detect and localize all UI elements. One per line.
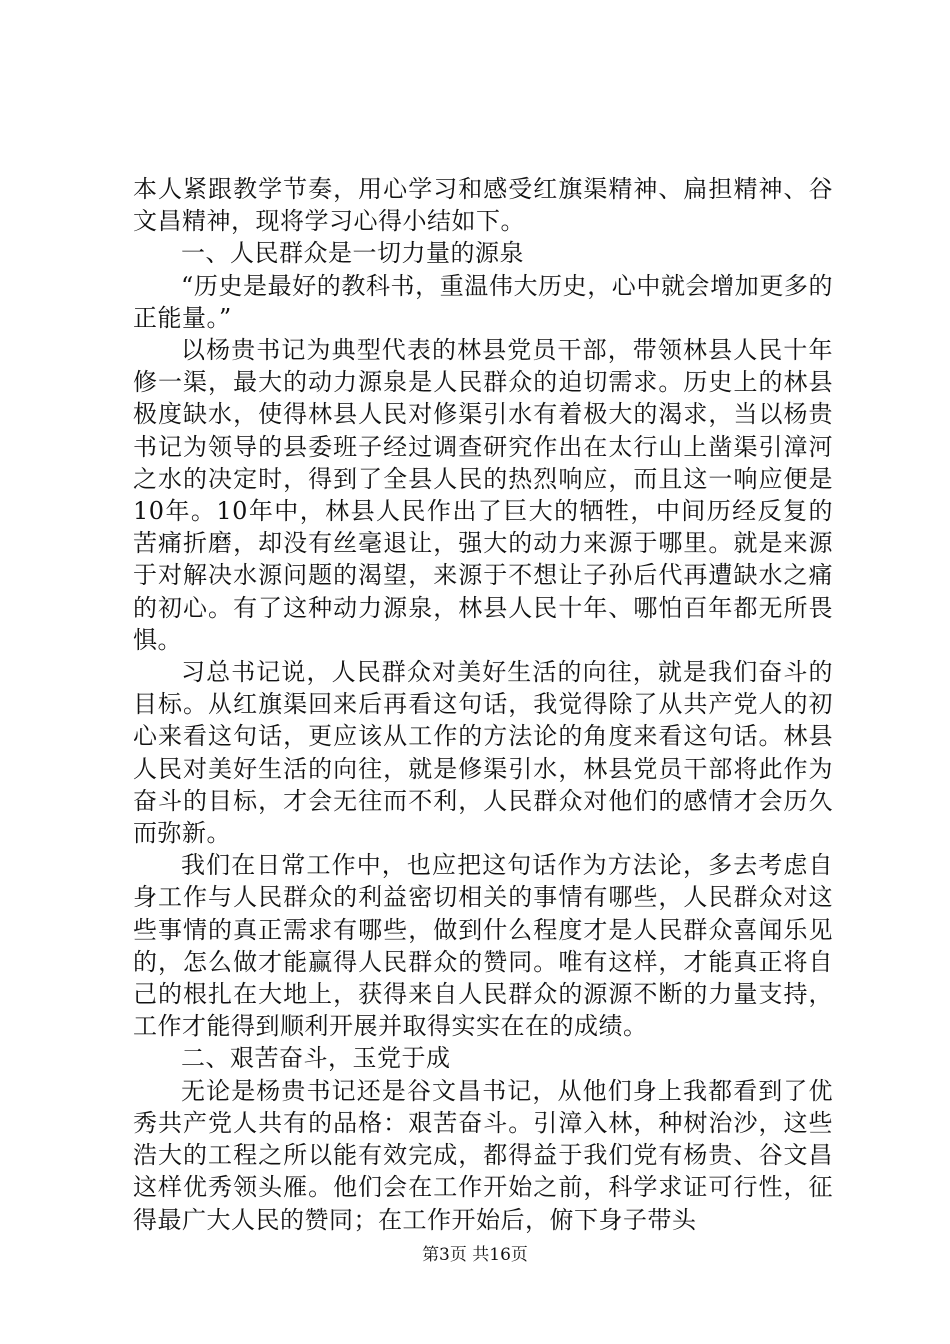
paragraph-intro: 本人紧跟教学节奏，用心学习和感受红旗渠精神、扁担精神、谷文昌精神，现将学习心得小结如下。 xyxy=(133,175,833,236)
paragraph-body: 习总书记说，人民群众对美好生活的向往，就是我们奋斗的目标。从红旗渠回来后再看这句话，我觉得除了从共产党人的初心来看这句话，更应该从工作的方法论的角度来看这句话。林县人民对美好生活的向往，就是修渠引水，林县党员干部将此作为奋斗的目标，才会无往而不利，人民群众对他们的感情才会历久而弥新。 xyxy=(133,658,833,848)
section-heading-2: 二、艰苦奋斗，玉党于成 xyxy=(181,1044,451,1073)
document-body xyxy=(133,173,833,1236)
paragraph-body: 我们在日常工作中，也应把这句话作为方法论，多去考虑自身工作与人民群众的利益密切相关的事情有哪些，人民群众对这些事情的真正需求有哪些，做到什么程度才是人民群众喜闻乐见的，怎么做才能赢得人民群众的赞同。唯有这样，才能真正将自己的根扎在大地上，获得来自人民群众的源源不断的力量支持，工作才能得到顺利开展并取得实实在在的成绩。 xyxy=(133,851,833,1041)
paragraph-body: 无论是杨贵书记还是谷文昌书记，从他们身上我都看到了优秀共产党人共有的品格：艰苦奋斗。引漳入林，种树治沙，这些浩大的工程之所以能有效完成，都得益于我们党有杨贵、谷文昌这样优秀领头雁。他们会在工作开始之前，科学求证可行性，征得最广大人民的赞同；在工作开始后，俯下身子带头 xyxy=(133,1076,833,1234)
paragraph-quote: “历史是最好的教科书，重温伟大历史，心中就会增加更多的正能量。” xyxy=(133,271,833,332)
paragraph-body: 以杨贵书记为典型代表的林县党员干部，带领林县人民十年修一渠，最大的动力源泉是人民群众的迫切需求。历史上的林县极度缺水，使得林县人民对修渠引水有着极大的渴求，当以杨贵书记为领导的县委班子经过调查研究作出在太行山上凿渠引漳河之水的决定时，得到了全县人民的热烈响应，而且这一响应便是10年。10年中，林县人民作出了巨大的牺牲，中间历经反复的苦痛折磨，却没有丝毫退让，强大的动力来源于哪里。就是来源于对解决水源问题的渴望，来源于不想让子孙后代再遭缺水之痛的初心。有了这种动力源泉，林县人民十年、哪怕百年都无所畏惧。 xyxy=(133,336,833,654)
section-heading-1: 一、人民群众是一切力量的源泉 xyxy=(181,239,524,268)
page-number: 第3页 共16页 xyxy=(422,1245,528,1265)
